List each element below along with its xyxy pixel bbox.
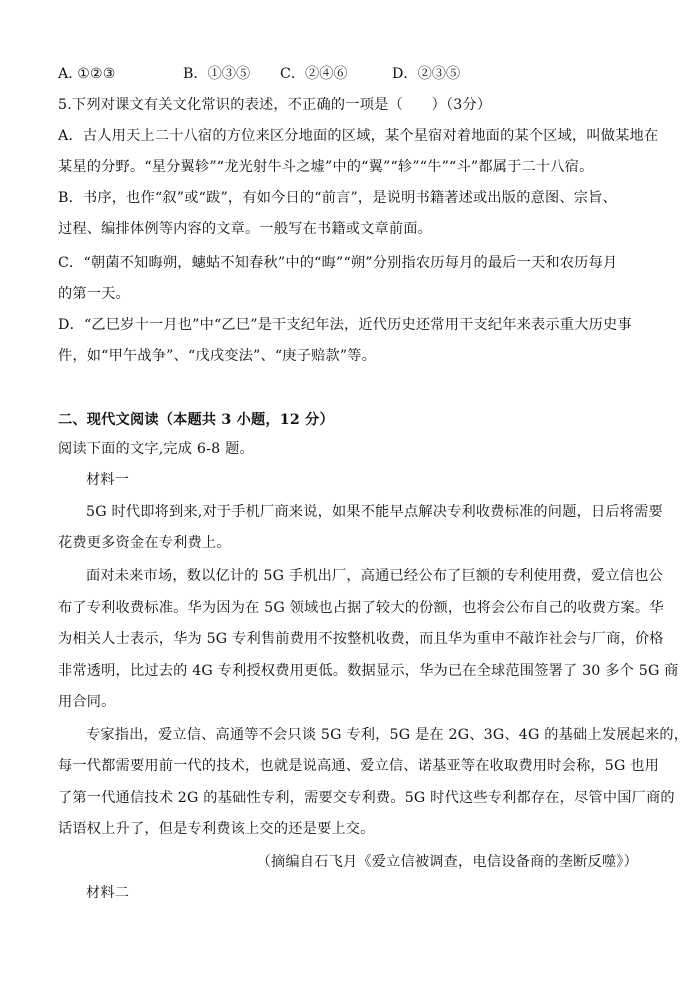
source-citation: （摘编自石飞月《爱立信被调查，电信设备商的垄断反噬》）	[256, 854, 638, 870]
paragraph-line: 5G 时代即将到来,对于手机厂商来说，如果不能早点解决专利收费标准的问题，日后将需要	[86, 504, 663, 520]
paragraph-line: 布了专利收费标准。华为因为在 5G 领域也占据了较大的份额，也将会公布自己的收费方案。华	[58, 600, 664, 616]
q5-line: B．书序，也作“叙”或“跋”，有如今日的“前言”，是说明书籍著述或出版的意图、宗旨、	[58, 190, 617, 206]
q5-stem: 5.下列对课文有关文化常识的表述，不正确的一项是（ ）（3分）	[58, 97, 492, 113]
paragraph-line: 每一代都需要用前一代的技术，也就是说高通、爱立信、诺基亚等在收取费用时会称，5G 也用	[58, 758, 659, 774]
material1-title: 材料一	[86, 472, 130, 488]
q4-option-a: A. ①②③	[58, 66, 116, 82]
material2-title: 材料二	[86, 885, 130, 901]
q5-line: 的第一天。	[58, 286, 130, 302]
q5-line: 某星的分野。“星分翼轸”“龙光射牛斗之墟”中的“翼”“轸”“牛”“斗”都属于二十八宿。	[58, 159, 594, 175]
q5-line: D．“乙巳岁十一月也”中“乙巳”是干支纪年法，近代历史还常用干支纪年来表示重大历史事	[58, 317, 632, 333]
paragraph-line: 面对未来市场，数以亿计的 5G 手机出厂，高通已经公布了巨额的专利使用费，爱立信也公	[86, 568, 663, 584]
q4-option-d: D．②③⑤	[392, 66, 461, 82]
paragraph-line: 专家指出，爱立信、高通等不会只谈 5G 专利，5G 是在 2G、3G、4G 的基础上发展起来的，	[86, 727, 689, 743]
paragraph-line: 为相关人士表示，华为 5G 专利售前费用不按整机收费，而且华为重申不敲诈社会与厂商，价格	[58, 631, 664, 647]
q5-line: C．“朝菌不知晦朔，蟪蛄不知春秋”中的“晦”“朔”分别指农历每月的最后一天和农历每月	[58, 255, 618, 271]
q5-line: A．古人用天上二十八宿的方位来区分地面的区域，某个星宿对着地面的某个区域，叫做某地在	[58, 128, 659, 144]
q4-option-c: C．②④⑥	[280, 66, 348, 82]
paragraph-line: 花费更多资金在专利费上。	[58, 535, 231, 551]
section-instruction: 阅读下面的文字,完成 6-8 题。	[58, 441, 254, 457]
paragraph-line: 用合同。	[58, 694, 116, 710]
section-heading: 二、现代文阅读（本题共 3 小题，12 分）	[58, 412, 334, 428]
paragraph-line: 了第一代通信技术 2G 的基础性专利，需要交专利费。5G 时代这些专利都存在，尽管中国厂商的	[58, 790, 675, 806]
q5-line: 过程、编排体例等内容的文章。一般写在书籍或文章前面。	[58, 221, 433, 237]
paragraph-line: 话语权上升了，但是专利费该上交的还是要上交。	[58, 821, 375, 837]
q5-line: 件，如“甲午战争”、“戊戌变法”、“庚子赔款”等。	[58, 348, 377, 364]
q4-option-b: B．①③⑤	[183, 66, 251, 82]
paragraph-line: 非常透明，比过去的 4G 专利授权费用更低。数据显示，华为已在全球范围签署了 30 多个 5G 商	[58, 663, 679, 679]
